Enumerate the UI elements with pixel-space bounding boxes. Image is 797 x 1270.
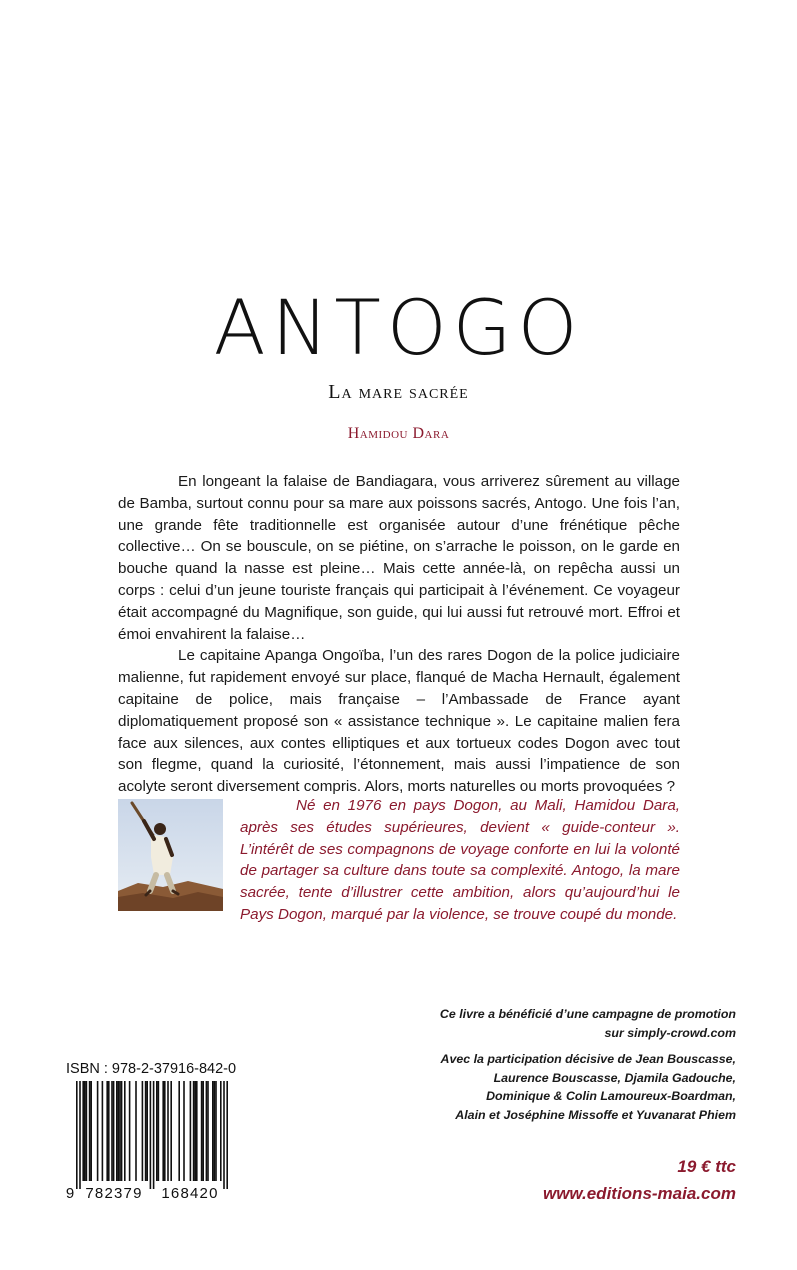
barcode-bar <box>212 1081 214 1181</box>
barcode-bar <box>124 1081 126 1181</box>
thanks-line: Laurence Bouscasse, Djamila Gadouche, <box>493 1070 736 1085</box>
book-subtitle: La mare sacrée <box>328 381 469 403</box>
thanks-line: Avec la participation décisive de Jean Bouscasse, <box>440 1052 736 1066</box>
barcode-bar <box>118 1081 120 1181</box>
barcode-bar <box>196 1081 198 1181</box>
publisher-website: www.editions-maia.com <box>542 1184 736 1203</box>
barcode-bar <box>111 1081 113 1181</box>
barcode-bar <box>135 1081 137 1181</box>
isbn-label: ISBN : 978-2-37916-842-0 <box>66 1061 237 1077</box>
barcode-bar <box>106 1081 108 1181</box>
synopsis-paragraph: Le capitaine Apanga Ongoïba, l’un des rares Dogon de la police judiciaire malienne, fut rapidement envoyé sur place, flanqué de Macha Hernault, également capitaine de police, mais française – l’Ambassade de France ayant diplomatiquement proposé son « assistance technique ». Le capitaine malien fera face aux silences, aux contes elliptiques et aux tortueux codes Dogon avec tout son flegme, quand la curiosité, l’étonnement, mais aussi l’impatience de son acolyte seront diversement compris. Alors, morts naturelles ou morts provoquées ? <box>118 647 680 796</box>
barcode-bar <box>167 1081 169 1181</box>
barcode-bar <box>207 1081 209 1181</box>
isbn-barcode <box>66 1081 232 1201</box>
barcode-bar <box>113 1081 115 1181</box>
barcode-bar <box>116 1081 118 1181</box>
barcode-bar <box>119 1081 121 1181</box>
synopsis <box>118 471 680 798</box>
barcode-bars <box>76 1081 228 1189</box>
barcode-bar <box>84 1081 86 1181</box>
author-photo <box>118 799 223 911</box>
barcode-bar <box>129 1081 131 1181</box>
barcode-bar <box>158 1081 160 1181</box>
barcode-bar <box>102 1081 104 1181</box>
barcode-right-digits: 168420 <box>161 1185 219 1201</box>
barcode-bar <box>86 1081 88 1181</box>
barcode-bar <box>206 1081 208 1181</box>
contributors-credits <box>336 1050 736 1124</box>
thanks-line: Alain et Joséphine Missoffe et Yuvanarat Phiem <box>455 1107 736 1122</box>
barcode-bar <box>150 1081 152 1189</box>
barcode-bar <box>89 1081 91 1181</box>
author-biography: Né en 1976 en pays Dogon, au Mali, Hamidou Dara, après ses études supérieures, devient « guide-conteur ». L’intérêt de ses compagnons de voyage conforte en lui la volonté de partager sa culture dans toute sa complexité. Antogo, la mare sacrée, tente d’illustrer cette ambition, alors qu’aujourd’hui le Pays Dogon, marqué par la violence, se trouve coupé du monde. <box>240 797 680 923</box>
thanks-line: Dominique & Colin Lamoureux-Boardman, <box>486 1089 736 1103</box>
barcode-bar <box>82 1081 84 1181</box>
barcode-bar <box>226 1081 228 1189</box>
barcode-bar <box>201 1081 203 1181</box>
synopsis-paragraph: En longeant la falaise de Bandiagara, vous arriverez sûrement au village de Bamba, surtout connu pour sa mare aux poissons sacrés, Antogo. Une fois l’an, une grande fête traditionnelle est organisée autour d’une frénétique pêche collective… On se bouscule, on se piétine, on s’arrache le poisson, on le garde en bouche quand la nasse est pleine… Mais cette année-là, on repêcha aussi un corps : celui d’un jeune touriste français qui participait à l’événement. Ce voyageur était accompagné du Magnifique, son guide, qui lui aussi fut retrouvé mort. Effroi et émoi envahirent la falaise… <box>118 473 680 643</box>
barcode-bar <box>164 1081 166 1181</box>
barcode-bar <box>162 1081 164 1181</box>
barcode-bar <box>153 1081 155 1189</box>
barcode-bar <box>220 1081 222 1181</box>
promo-line: sur simply-crowd.com <box>604 1025 736 1040</box>
barcode-bar <box>146 1081 148 1181</box>
barcode-bar <box>121 1081 123 1181</box>
barcode-bar <box>178 1081 180 1181</box>
barcode-bar <box>170 1081 172 1181</box>
author-name: Hamidou Dara <box>347 425 450 442</box>
barcode-bar <box>193 1081 195 1181</box>
crowdfunding-notice <box>356 1005 736 1042</box>
barcode-bar <box>183 1081 185 1181</box>
price: 19 € ttc <box>677 1157 736 1176</box>
barcode-first-digit: 9 <box>66 1185 75 1201</box>
barcode-bar <box>76 1081 78 1189</box>
barcode-bar <box>214 1081 216 1181</box>
barcode-bar <box>156 1081 158 1181</box>
barcode-bar <box>202 1081 204 1181</box>
barcode-bar <box>215 1081 217 1181</box>
barcode-bar <box>108 1081 110 1181</box>
barcode-left-digits: 782379 <box>85 1185 143 1201</box>
barcode-bar <box>194 1081 196 1181</box>
barcode-bar <box>79 1081 81 1189</box>
promo-line: Ce livre a bénéficié d’une campagne de promotion <box>439 1007 736 1021</box>
barcode-bar <box>97 1081 99 1181</box>
book-title: ANTOGO <box>213 283 584 372</box>
barcode-bar <box>190 1081 192 1181</box>
barcode-bar <box>223 1081 225 1189</box>
barcode-bar <box>145 1081 147 1181</box>
barcode-bar <box>90 1081 92 1181</box>
barcode-bar <box>142 1081 144 1181</box>
